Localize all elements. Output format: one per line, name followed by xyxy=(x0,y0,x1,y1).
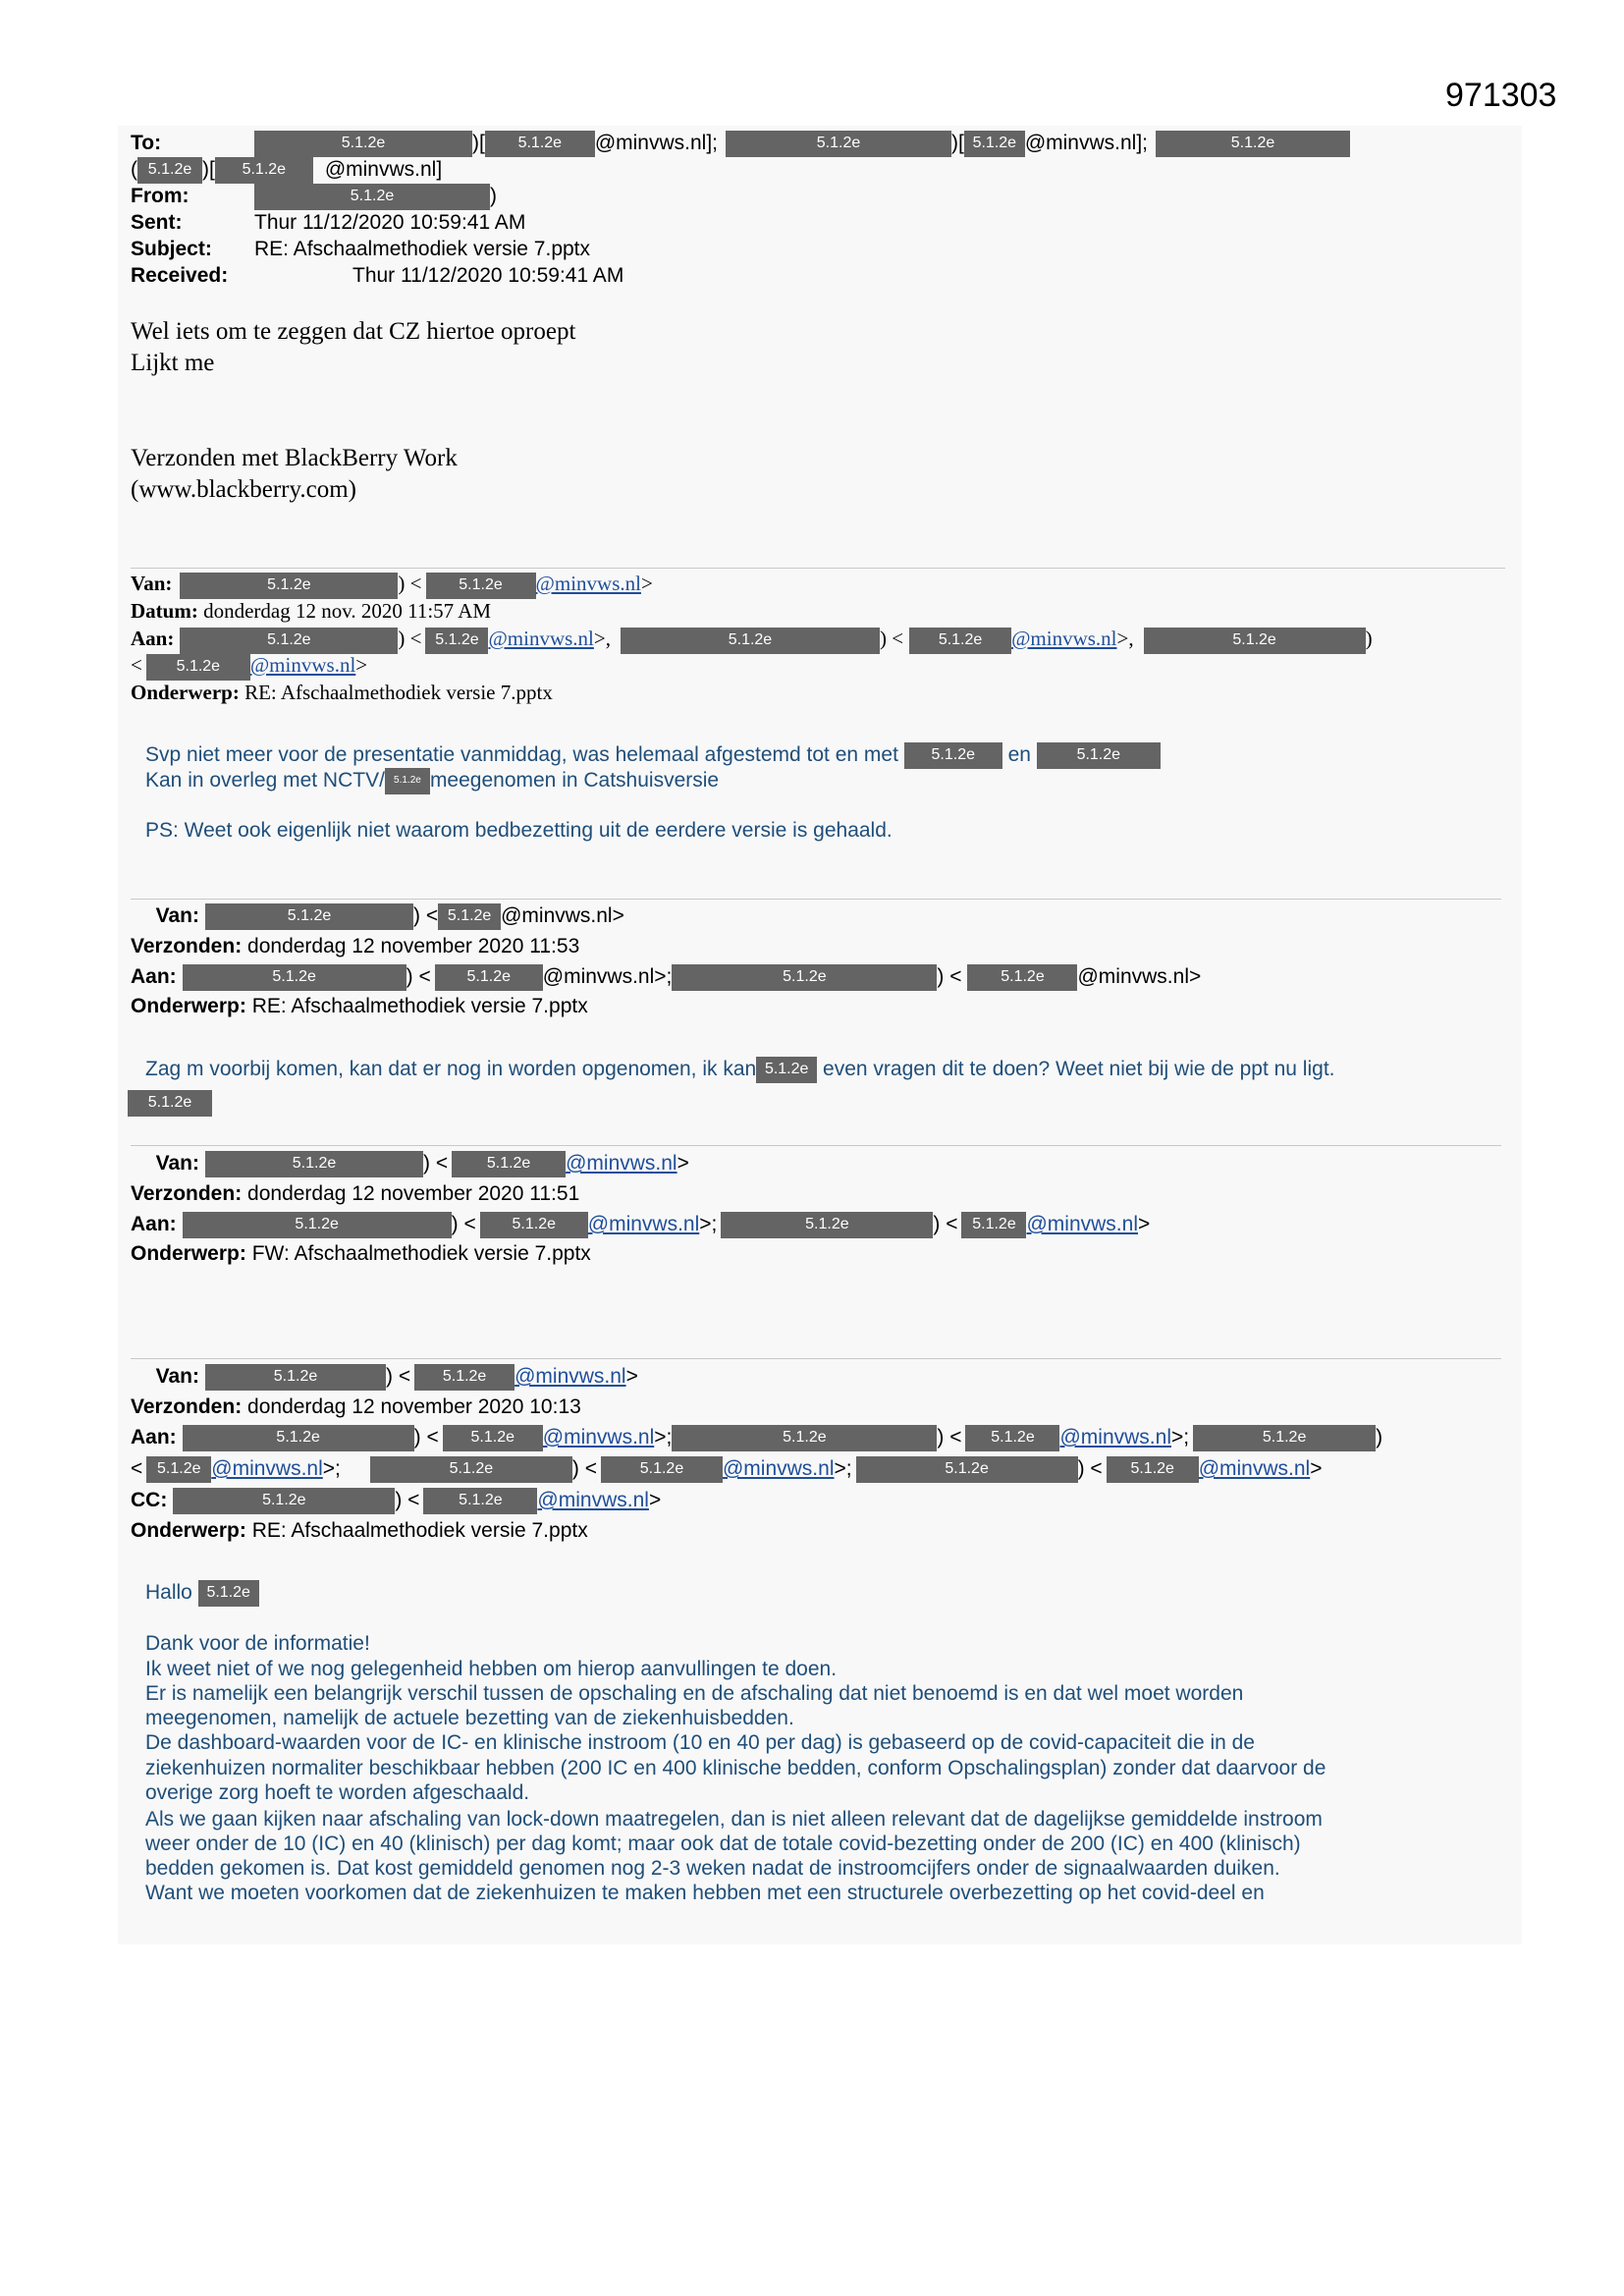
addr-sep: >; xyxy=(654,965,673,989)
separator-line xyxy=(131,568,1505,569)
addr-sep: > xyxy=(1138,1213,1151,1236)
cc-label: CC: xyxy=(131,1489,168,1512)
email-link[interactable]: @minvws.nl xyxy=(1026,1213,1138,1236)
msg5-body-line: De dashboard-waarden voor de IC- en klinische instroom (10 en 40 per dag) is gebaseerd op de covid-capaciteit die in de xyxy=(145,1731,1255,1754)
addr-sep: > xyxy=(677,1152,689,1175)
addr-sep: )[ xyxy=(951,132,964,155)
redaction-box: 5.1.2e xyxy=(1156,131,1350,157)
msg2-onderwerp-line xyxy=(131,680,553,705)
msg3-verzonden-line xyxy=(131,934,579,959)
redaction-box: 5.1.2e xyxy=(904,742,1002,769)
msg5-body-line: Er is namelijk een belangrijk verschil tussen de opschaling en de afschaling dat niet benoemd is en dat wel moet worden xyxy=(145,1682,1244,1705)
addr-sep: ) < xyxy=(406,965,431,989)
msg3-van-line xyxy=(131,903,624,930)
redaction-box: 5.1.2e xyxy=(183,964,406,991)
verzonden-value: donderdag 12 november 2020 11:51 xyxy=(247,1182,580,1205)
sent-label: Sent: xyxy=(131,211,183,234)
addr-domain: @minvws.nl xyxy=(542,965,655,989)
redaction-box: 5.1.2e xyxy=(198,1580,259,1607)
addr-sep: ) < xyxy=(451,1213,476,1236)
email-link[interactable]: @minvws.nl xyxy=(537,1489,649,1512)
msg5-aan-line-cont xyxy=(131,1456,1322,1483)
addr-sep: ) < xyxy=(395,1489,420,1512)
redaction-box: 5.1.2e xyxy=(672,964,937,991)
msg5-body-line: overige zorg hoeft te worden afgeschaald. xyxy=(145,1781,530,1804)
redaction-box: 5.1.2e xyxy=(215,157,313,184)
addr-sep: ) < xyxy=(879,627,904,650)
van-label: Van: xyxy=(155,1365,199,1389)
msg4-aan-line xyxy=(131,1212,1150,1238)
redaction-box: 5.1.2e xyxy=(180,628,398,654)
redaction-box: 5.1.2e xyxy=(965,1425,1059,1451)
sent-value: Thur 11/12/2020 10:59:41 AM xyxy=(254,211,526,234)
addr-sep: > xyxy=(1189,965,1202,989)
addr-sep: ) < xyxy=(398,572,422,595)
verzonden-value: donderdag 12 november 2020 11:53 xyxy=(247,935,580,957)
email-link[interactable]: @minvws.nl xyxy=(488,627,594,650)
redaction-box: 5.1.2e xyxy=(909,628,1011,654)
redaction-box: 5.1.2e xyxy=(1144,628,1366,654)
msg5-verzonden-line xyxy=(131,1394,581,1420)
redaction-box: 5.1.2e xyxy=(385,768,430,794)
from-label: From: xyxy=(131,185,189,208)
redaction-box: 5.1.2e xyxy=(756,1057,817,1083)
msg5-van-line xyxy=(131,1364,638,1391)
email-link[interactable]: @minvws.nl xyxy=(587,1213,700,1236)
redaction-box: 5.1.2e xyxy=(967,964,1077,991)
addr-sep: > xyxy=(1310,1457,1323,1481)
email-link[interactable]: @minvws.nl xyxy=(249,653,356,677)
msg3-body-text: Zag m voorbij komen, kan dat er nog in worden opgenomen, ik kan xyxy=(145,1058,757,1081)
addr-sep: >; xyxy=(834,1457,852,1481)
msg3-signature-line xyxy=(128,1090,212,1117)
msg1-body-line: Lijkt me xyxy=(131,350,215,376)
addr-sep: ) < xyxy=(423,1152,449,1175)
msg3-onderwerp-line xyxy=(131,994,588,1019)
email-link[interactable]: @minvws.nl xyxy=(722,1457,835,1481)
msg2-van-line xyxy=(131,571,653,599)
msg3-body-line xyxy=(145,1057,1334,1083)
to-line-cont xyxy=(131,157,442,184)
redaction-box: 5.1.2e xyxy=(621,628,880,654)
redaction-box: 5.1.2e xyxy=(254,131,472,157)
redaction-box: 5.1.2e xyxy=(146,1456,211,1483)
addr-sep: < xyxy=(131,653,142,677)
received-label: Received: xyxy=(131,264,229,287)
msg2-ps-line: PS: Weet ook eigenlijk niet waarom bedbezetting uit de eerdere versie is gehaald. xyxy=(145,819,893,842)
addr-sep: >; xyxy=(1171,1426,1190,1449)
separator-line xyxy=(131,899,1501,900)
addr-sep: >; xyxy=(699,1213,718,1236)
redaction-box: 5.1.2e xyxy=(180,573,398,599)
redaction-box: 5.1.2e xyxy=(426,573,536,599)
addr-sep: >; xyxy=(322,1457,341,1481)
addr-sep: > xyxy=(648,1489,662,1512)
aan-label: Aan: xyxy=(131,1426,177,1449)
van-label: Van: xyxy=(155,904,199,928)
redaction-box: 5.1.2e xyxy=(128,1090,212,1117)
redaction-box: 5.1.2e xyxy=(146,654,250,681)
aan-label: Aan: xyxy=(131,627,175,650)
msg5-body-line: weer onder de 10 (IC) en 40 (klinisch) per dag komt; maar ook dat de totale covid-bezetting onder de 200 (IC) en 400 (klinisch) xyxy=(145,1832,1301,1855)
redaction-box: 5.1.2e xyxy=(423,1488,537,1514)
addr-sep: ) < xyxy=(571,1457,597,1481)
onderwerp-value: RE: Afschaalmethodiek versie 7.pptx xyxy=(251,1519,588,1542)
redaction-box: 5.1.2e xyxy=(964,131,1025,157)
redaction-box: 5.1.2e xyxy=(183,1425,414,1451)
separator-line xyxy=(131,1145,1501,1146)
msg4-verzonden-line xyxy=(131,1181,579,1207)
redaction-box: 5.1.2e xyxy=(205,903,413,930)
redaction-box: 5.1.2e xyxy=(480,1212,588,1238)
redaction-box: 5.1.2e xyxy=(452,1151,566,1177)
msg5-greeting-line xyxy=(145,1580,259,1607)
separator-line xyxy=(131,1358,1501,1359)
datum-label: Datum: xyxy=(131,599,198,623)
addr-domain: @minvws.nl]; xyxy=(1024,132,1148,155)
msg5-body-line: Als we gaan kijken naar afschaling van lock-down maatregelen, dan is niet alleen relevant dat de dagelijkse gemiddelde instroom xyxy=(145,1808,1323,1831)
msg5-body-line: bedden gekomen is. Dat kost gemiddeld genomen nog 2-3 weken nadat de instroomcijfers onder de signaalwaarden duiken. xyxy=(145,1857,1280,1880)
received-line xyxy=(131,263,623,289)
addr-sep: >, xyxy=(1116,627,1134,650)
redaction-box: 5.1.2e xyxy=(672,1425,937,1451)
subject-label: Subject: xyxy=(131,238,212,260)
redaction-box: 5.1.2e xyxy=(721,1212,933,1238)
addr-domain: @minvws.nl xyxy=(501,904,613,928)
addr-sep: ( xyxy=(131,158,137,182)
onderwerp-value: RE: Afschaalmethodiek versie 7.pptx xyxy=(244,681,553,704)
msg5-body-line: Want we moeten voorkomen dat de ziekenhuizen te maken hebben met een structurele overbezetting op het covid-deel en xyxy=(145,1882,1265,1904)
redaction-box: 5.1.2e xyxy=(205,1364,386,1391)
addr-sep: ) < xyxy=(413,1426,439,1449)
redaction-box: 5.1.2e xyxy=(961,1212,1026,1238)
msg2-aan-line-cont xyxy=(131,652,367,681)
from-line xyxy=(131,184,497,210)
aan-label: Aan: xyxy=(131,965,177,989)
redaction-box: 5.1.2e xyxy=(1037,742,1161,769)
addr-sep: ) xyxy=(490,185,497,208)
email-link[interactable]: @minvws.nl xyxy=(1059,1426,1171,1449)
addr-sep: < xyxy=(131,1457,143,1481)
redaction-box: 5.1.2e xyxy=(443,1425,543,1451)
email-link[interactable]: @minvws.nl xyxy=(211,1457,323,1481)
verzonden-label: Verzonden: xyxy=(131,1395,243,1418)
msg4-van-line xyxy=(131,1151,689,1177)
redaction-box: 5.1.2e xyxy=(254,184,490,210)
onderwerp-value: RE: Afschaalmethodiek versie 7.pptx xyxy=(251,995,588,1017)
redaction-box: 5.1.2e xyxy=(137,157,202,184)
msg2-body-text: meegenomen in Catshuisversie xyxy=(429,769,720,793)
addr-sep: ) < xyxy=(413,904,439,928)
addr-sep: )[ xyxy=(202,158,215,182)
msg4-onderwerp-line xyxy=(131,1241,591,1267)
redaction-box: 5.1.2e xyxy=(205,1151,423,1177)
redaction-box: 5.1.2e xyxy=(438,903,501,930)
to-label: To: xyxy=(131,132,162,155)
onderwerp-label: Onderwerp: xyxy=(131,681,240,704)
msg5-body-line: Dank voor de informatie! xyxy=(145,1632,370,1655)
msg1-signature-line: Verzonden met BlackBerry Work xyxy=(131,445,458,471)
redaction-box: 5.1.2e xyxy=(1107,1456,1199,1483)
redaction-box: 5.1.2e xyxy=(370,1456,572,1483)
addr-sep: ) < xyxy=(1077,1457,1103,1481)
email-link[interactable]: @minvws.nl xyxy=(514,1365,626,1389)
datum-value: donderdag 12 nov. 2020 11:57 AM xyxy=(203,599,492,623)
email-link[interactable]: @minvws.nl xyxy=(542,1426,655,1449)
addr-domain: @minvws.nl]; xyxy=(594,132,718,155)
msg2-body-line xyxy=(145,768,719,794)
msg5-body-line: meegenomen, namelijk de actuele bezetting van de ziekenhuisbedden. xyxy=(145,1707,794,1729)
van-label: Van: xyxy=(131,572,173,595)
addr-sep: ) < xyxy=(937,965,962,989)
addr-sep: >, xyxy=(593,627,611,650)
redaction-box: 5.1.2e xyxy=(1193,1425,1376,1451)
addr-sep: )[ xyxy=(472,132,485,155)
redaction-box: 5.1.2e xyxy=(414,1364,514,1391)
verzonden-value: donderdag 12 november 2020 10:13 xyxy=(247,1395,581,1418)
msg3-aan-line xyxy=(131,964,1201,991)
addr-sep: ) xyxy=(1365,627,1373,650)
msg2-datum-line xyxy=(131,598,491,624)
msg1-body-line: Wel iets om te zeggen dat CZ hiertoe oproept xyxy=(131,318,576,345)
msg2-aan-line xyxy=(131,626,1373,654)
aan-label: Aan: xyxy=(131,1213,177,1236)
addr-sep: > xyxy=(355,653,368,677)
addr-sep: > xyxy=(612,904,624,928)
msg5-onderwerp-line xyxy=(131,1518,588,1544)
verzonden-label: Verzonden: xyxy=(131,1182,243,1205)
msg5-aan-line xyxy=(131,1425,1382,1451)
addr-domain: @minvws.nl xyxy=(1077,965,1189,989)
redaction-box: 5.1.2e xyxy=(183,1212,452,1238)
email-link[interactable]: @minvws.nl xyxy=(1198,1457,1311,1481)
onderwerp-label: Onderwerp: xyxy=(131,1519,246,1542)
verzonden-label: Verzonden: xyxy=(131,935,243,957)
addr-sep: > xyxy=(640,572,653,595)
addr-sep: ) < xyxy=(398,627,422,650)
subject-value: RE: Afschaalmethodiek versie 7.pptx xyxy=(254,238,591,260)
email-link[interactable]: @minvws.nl xyxy=(1011,627,1117,650)
msg1-signature-line: (www.blackberry.com) xyxy=(131,476,356,503)
sent-line xyxy=(131,210,525,236)
redaction-box: 5.1.2e xyxy=(601,1456,723,1483)
msg5-body-line: ziekenhuizen normaliter beschikbaar hebben (200 IC en 400 klinische bedden, conform Opschalingsplan) zonder dat daarvoor de xyxy=(145,1757,1326,1779)
redaction-box: 5.1.2e xyxy=(485,131,595,157)
msg3-body-text: even vragen dit te doen? Weet niet bij wie de ppt nu ligt. xyxy=(823,1058,1335,1081)
email-link[interactable]: @minvws.nl xyxy=(566,1152,677,1175)
subject-line xyxy=(131,237,590,262)
msg2-body-line xyxy=(145,742,1161,769)
redaction-box: 5.1.2e xyxy=(435,964,543,991)
msg2-body-text: en xyxy=(1007,743,1031,767)
redaction-box: 5.1.2e xyxy=(173,1488,395,1514)
received-value: Thur 11/12/2020 10:59:41 AM xyxy=(352,264,624,287)
redaction-box: 5.1.2e xyxy=(856,1456,1078,1483)
addr-sep: ) < xyxy=(386,1365,411,1389)
document-number: 971303 xyxy=(1445,77,1557,114)
msg5-cc-line xyxy=(131,1488,661,1514)
van-label: Van: xyxy=(155,1152,199,1175)
addr-sep: > xyxy=(625,1365,638,1389)
redaction-box: 5.1.2e xyxy=(425,628,488,654)
onderwerp-label: Onderwerp: xyxy=(131,995,246,1017)
onderwerp-value: FW: Afschaalmethodiek versie 7.pptx xyxy=(251,1242,591,1265)
email-link[interactable]: @minvws.nl xyxy=(535,572,641,595)
redaction-box: 5.1.2e xyxy=(726,131,951,157)
onderwerp-label: Onderwerp: xyxy=(131,1242,246,1265)
msg5-body-line: Ik weet niet of we nog gelegenheid hebben om hierop aanvullingen te doen. xyxy=(145,1658,838,1680)
addr-domain: @minvws.nl] xyxy=(324,158,443,182)
addr-sep: ) < xyxy=(933,1213,958,1236)
addr-sep: >; xyxy=(654,1426,673,1449)
to-line xyxy=(131,131,1350,157)
addr-sep: ) xyxy=(1376,1426,1383,1449)
addr-sep: ) < xyxy=(937,1426,962,1449)
msg2-body-text: Kan in overleg met NCTV/ xyxy=(145,769,385,793)
msg2-body-text: Svp niet meer voor de presentatie vanmiddag, was helemaal afgestemd tot en met xyxy=(145,743,898,767)
greeting-text: Hallo xyxy=(145,1581,192,1605)
